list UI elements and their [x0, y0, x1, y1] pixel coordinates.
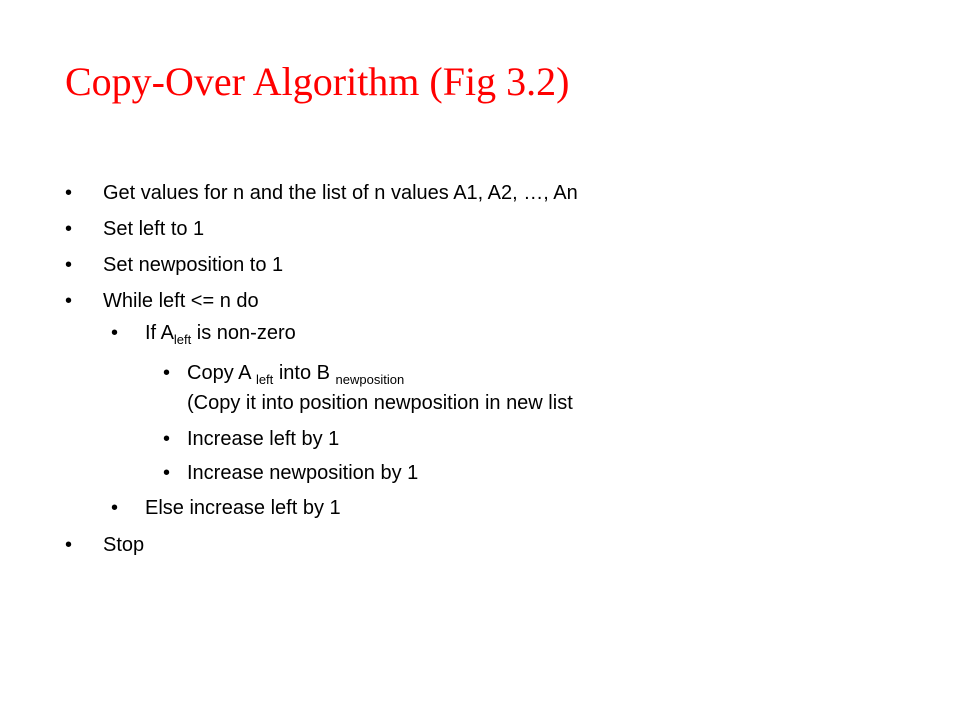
list-item-text: While left <= n do [103, 290, 259, 312]
list-item-text [145, 321, 296, 347]
bullet-marker: • [65, 254, 73, 276]
text-part: into B [273, 362, 336, 384]
subscript: left [173, 332, 192, 347]
list-item-text: Else increase left by 1 [145, 497, 341, 519]
subscript: newposition [335, 372, 405, 387]
list-item-text: Get values for n and the list of n values A1, A2, …, An [103, 182, 578, 204]
bullet-marker: • [65, 534, 73, 556]
bullet-marker: • [65, 182, 73, 204]
bullet-marker: • [111, 322, 119, 344]
text-part: If A [145, 322, 174, 344]
list-item-continuation: (Copy it into position newposition in new list [187, 392, 573, 414]
bullet-marker: • [163, 428, 171, 450]
list-item-text [187, 361, 404, 387]
bullet-marker: • [163, 462, 171, 484]
text-part: Copy A [187, 362, 256, 384]
bullet-marker: • [163, 362, 171, 384]
list-item-text: Increase left by 1 [187, 428, 340, 450]
list-item-text: Stop [103, 534, 145, 556]
text-part: is non-zero [191, 322, 296, 344]
list-item-text: Set newposition to 1 [103, 254, 284, 276]
bullet-marker: • [65, 290, 73, 312]
list-item-text: Increase newposition by 1 [187, 462, 419, 484]
list-item-text: Set left to 1 [103, 218, 205, 240]
subscript: left [255, 372, 274, 387]
bullet-marker: • [111, 497, 119, 519]
slide-title: Copy-Over Algorithm (Fig 3.2) [65, 59, 570, 104]
bullet-marker: • [65, 218, 73, 240]
